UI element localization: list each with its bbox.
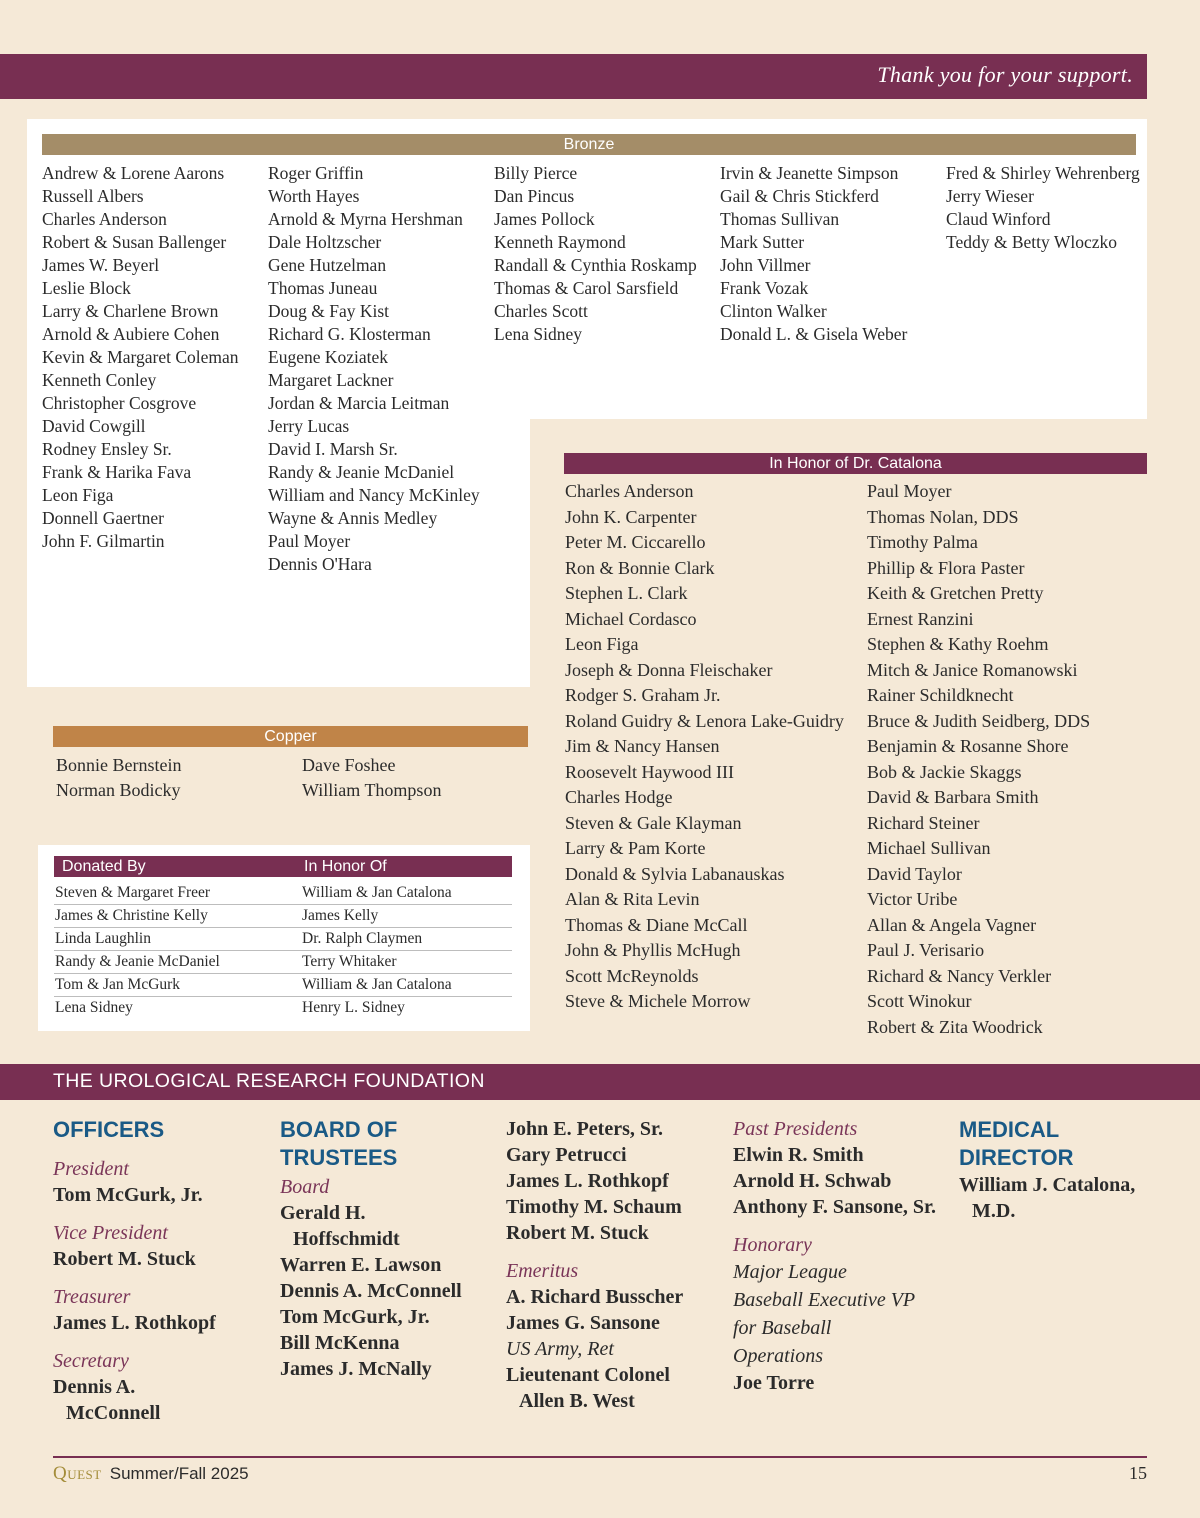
copper-column-1 — [56, 753, 286, 803]
honorary-label: Honorary — [733, 1234, 812, 1256]
name-entry: Charles Anderson — [42, 209, 167, 229]
donor-name: Linda Laughlin — [55, 930, 151, 947]
name-entry: Rodger S. Graham Jr. — [565, 685, 721, 705]
person-name: Major League — [733, 1261, 847, 1283]
name-entry: Dan Pincus — [494, 186, 575, 206]
person-name: for Baseball — [733, 1317, 832, 1339]
honorary-note — [733, 1258, 948, 1370]
table-row — [54, 928, 512, 951]
name-entry: Steve & Michele Morrow — [565, 991, 751, 1011]
person-name: Arnold H. Schwab — [733, 1170, 892, 1192]
name-entry: David Cowgill — [42, 416, 146, 436]
treasurer-name: James L. Rothkopf — [53, 1312, 216, 1334]
name-entry: James W. Beyerl — [42, 255, 160, 275]
name-entry: John K. Carpenter — [565, 506, 697, 527]
name-entry: Benjamin & Rosanne Shore — [867, 736, 1069, 756]
name-entry: Richard & Nancy Verkler — [867, 965, 1052, 986]
name-entry: Larry & Charlene Brown — [42, 301, 219, 321]
medical-director-heading: MEDICAL DIRECTOR — [959, 1117, 1074, 1170]
person-name: James L. Rothkopf — [506, 1170, 669, 1192]
board-column — [280, 1116, 495, 1382]
name-entry: Donnell Gaertner — [42, 508, 164, 528]
person-name: James G. Sansone — [506, 1312, 660, 1334]
emeritus-last: Lieutenant Colonel Allen B. West — [506, 1364, 670, 1412]
name-entry: Rodney Ensley Sr. — [42, 439, 172, 459]
table-row — [54, 997, 512, 1019]
name-entry: Michael Cordasco — [565, 608, 697, 629]
name-entry: Donald & Sylvia Labanauskas — [565, 863, 785, 884]
page-number: 15 — [1129, 1463, 1147, 1483]
name-entry: Stephen L. Clark — [565, 583, 688, 603]
president-label: President — [53, 1158, 129, 1180]
name-entry: Gail & Chris Stickferd — [720, 186, 879, 206]
table-row — [54, 974, 512, 997]
name-entry: Steven & Gale Klayman — [565, 812, 742, 833]
name-entry: Thomas Juneau — [268, 278, 378, 298]
name-entry: Billy Pierce — [494, 163, 578, 183]
donor-name: Randy & Jeanie McDaniel — [55, 953, 220, 970]
in-honor-of-header: In Honor Of — [304, 858, 387, 875]
name-entry: Jerry Wieser — [946, 186, 1034, 206]
bronze-column-5 — [946, 162, 1146, 254]
name-entry: Christopher Cosgrove — [42, 393, 197, 413]
thank-you-tagline: Thank you for your support. — [877, 62, 1133, 87]
name-entry: Arnold & Aubiere Cohen — [42, 324, 220, 344]
secretary-label: Secretary — [53, 1350, 129, 1372]
honor-column-2 — [867, 479, 1147, 1040]
name-entry: Victor Uribe — [867, 889, 958, 909]
name-entry: Robert & Zita Woodrick — [867, 1016, 1043, 1037]
name-entry: John Villmer — [720, 255, 811, 275]
donor-name: Lena Sidney — [55, 999, 133, 1016]
name-entry: Thomas Nolan, DDS — [867, 506, 1019, 527]
table-row — [54, 951, 512, 974]
name-entry: Dale Holtzscher — [268, 232, 382, 252]
name-entry: Irvin & Jeanette Simpson — [720, 163, 899, 183]
bronze-column-3 — [494, 162, 709, 346]
name-entry: Rainer Schildknecht — [867, 685, 1014, 705]
name-entry: Robert & Susan Ballenger — [42, 232, 227, 252]
name-entry: Scott McReynolds — [565, 965, 699, 986]
emeritus-list — [506, 1284, 721, 1336]
honorary-name: Joe Torre — [733, 1372, 815, 1394]
name-entry: Roland Guidry & Lenora Lake-Guidry — [565, 710, 844, 731]
footer-publication — [53, 1463, 249, 1485]
name-entry: Frank Vozak — [720, 278, 809, 298]
name-entry: Bob & Jackie Skaggs — [867, 761, 1022, 782]
person-name: Elwin R. Smith — [733, 1144, 864, 1166]
name-entry: Fred & Shirley Wehrenberg — [946, 163, 1140, 183]
bronze-heading: Bronze — [42, 134, 1136, 155]
name-entry: Charles Scott — [494, 301, 588, 321]
past-presidents-list — [733, 1142, 948, 1220]
name-entry: Thomas & Diane McCall — [565, 914, 748, 935]
honor-heading: In Honor of Dr. Catalona — [564, 453, 1147, 474]
person-name: Warren E. Lawson — [280, 1254, 442, 1276]
honoree-name: William & Jan Catalona — [302, 976, 452, 993]
person-name: Operations — [733, 1345, 823, 1367]
name-entry: David I. Marsh Sr. — [268, 439, 398, 459]
name-entry: Timothy Palma — [867, 532, 978, 552]
person-name: Robert M. Stuck — [506, 1222, 649, 1244]
name-entry: Kenneth Conley — [42, 370, 157, 390]
name-entry: Joseph & Donna Fleischaker — [565, 659, 773, 680]
past-presidents-label: Past Presidents — [733, 1118, 858, 1140]
honor-column-1 — [565, 479, 850, 1015]
name-entry: Bonnie Bernstein — [56, 755, 182, 775]
officers-column — [53, 1116, 268, 1426]
copper-column-2 — [302, 753, 522, 803]
name-entry: Kenneth Raymond — [494, 232, 626, 252]
name-entry: Scott Winokur — [867, 991, 972, 1011]
officers-heading: OFFICERS — [53, 1117, 165, 1142]
name-entry: Charles Anderson — [565, 481, 694, 501]
honoree-name: James Kelly — [302, 907, 379, 924]
person-name: Timothy M. Schaum — [506, 1196, 682, 1218]
emeritus-label: Emeritus — [506, 1260, 579, 1282]
name-entry: Norman Bodicky — [56, 780, 181, 800]
vice-president-name: Robert M. Stuck — [53, 1248, 196, 1270]
person-name: Gerald H. Hoffschmidt — [280, 1202, 400, 1250]
name-entry: Ron & Bonnie Clark — [565, 557, 715, 578]
name-entry: David & Barbara Smith — [867, 787, 1039, 807]
name-entry: Michael Sullivan — [867, 838, 991, 858]
name-entry: Jordan & Marcia Leitman — [268, 393, 450, 413]
name-entry: Clinton Walker — [720, 301, 827, 321]
person-name: Dennis A. McConnell — [280, 1280, 462, 1302]
name-entry: William Thompson — [302, 780, 442, 800]
donor-name: Tom & Jan McGurk — [55, 976, 181, 993]
board-label: Board — [280, 1176, 330, 1198]
name-entry: Ernest Ranzini — [867, 608, 974, 629]
person-name: Tom McGurk, Jr. — [280, 1306, 430, 1328]
medical-director-column — [959, 1116, 1149, 1224]
footer-rule — [53, 1456, 1147, 1458]
name-entry: Paul Moyer — [268, 531, 351, 551]
name-entry: Peter M. Ciccarello — [565, 532, 706, 552]
name-entry: Richard Steiner — [867, 812, 980, 833]
honoree-name: Terry Whitaker — [302, 953, 397, 970]
name-entry: Dennis O'Hara — [268, 554, 372, 574]
name-entry: Thomas Sullivan — [720, 209, 840, 229]
name-entry: Leon Figa — [565, 634, 639, 654]
name-entry: Paul J. Verisario — [867, 940, 985, 960]
foundation-title: THE UROLOGICAL RESEARCH FOUNDATION — [53, 1070, 485, 1092]
name-entry: Roosevelt Haywood III — [565, 761, 734, 782]
name-entry: Randy & Jeanie McDaniel — [268, 462, 455, 482]
medical-director-name: William J. Catalona, M.D. — [959, 1174, 1136, 1222]
name-entry: Bruce & Judith Seidberg, DDS — [867, 710, 1091, 731]
name-entry: Jerry Lucas — [268, 416, 350, 436]
vice-president-label: Vice President — [53, 1222, 168, 1244]
donated-by-header: Donated By — [62, 858, 146, 875]
name-entry: Eugene Koziatek — [268, 347, 389, 367]
name-entry: John & Phyllis McHugh — [565, 940, 741, 960]
person-name: Baseball Executive VP — [733, 1289, 916, 1311]
name-entry: Randall & Cynthia Roskamp — [494, 255, 697, 275]
name-entry: Russell Albers — [42, 186, 144, 206]
donor-name: Steven & Margaret Freer — [55, 884, 211, 901]
past-presidents-column — [733, 1116, 948, 1396]
person-name: Gary Petrucci — [506, 1144, 627, 1166]
issue-label: Summer/Fall 2025 — [109, 1464, 249, 1483]
name-entry: Richard G. Klosterman — [268, 324, 431, 344]
name-entry: Kevin & Margaret Coleman — [42, 347, 239, 367]
board-heading: BOARD OF TRUSTEES — [280, 1117, 398, 1170]
name-entry: Phillip & Flora Paster — [867, 557, 1025, 578]
name-entry: Teddy & Betty Wloczko — [946, 232, 1117, 252]
secretary-name: Dennis A. McConnell — [53, 1376, 161, 1424]
name-entry: Donald L. & Gisela Weber — [720, 324, 908, 344]
name-entry: Margaret Lackner — [268, 370, 394, 390]
table-row — [54, 882, 512, 905]
name-entry: Gene Hutzelman — [268, 255, 387, 275]
person-name: James J. McNally — [280, 1358, 432, 1380]
honoree-name: Dr. Ralph Claymen — [302, 930, 423, 947]
name-entry: Mitch & Janice Romanowski — [867, 659, 1078, 680]
name-entry: Stephen & Kathy Roehm — [867, 634, 1049, 654]
name-entry: Arnold & Myrna Hershman — [268, 209, 463, 229]
name-entry: Frank & Harika Fava — [42, 462, 192, 482]
honoree-name: William & Jan Catalona — [302, 884, 452, 901]
donations-table-header — [54, 856, 512, 877]
name-entry: Leon Figa — [42, 485, 114, 505]
name-entry: Wayne & Annis Medley — [268, 508, 438, 528]
name-entry: Andrew & Lorene Aarons — [42, 163, 225, 183]
person-name: A. Richard Busscher — [506, 1286, 684, 1308]
name-entry: Leslie Block — [42, 278, 131, 298]
top-banner — [0, 54, 1147, 99]
name-entry: Lena Sidney — [494, 324, 582, 344]
bronze-column-2 — [268, 162, 483, 576]
name-entry: Jim & Nancy Hansen — [565, 736, 720, 756]
name-entry: Larry & Pam Korte — [565, 838, 706, 858]
donor-name: James & Christine Kelly — [55, 907, 208, 924]
name-entry: Roger Griffin — [268, 163, 364, 183]
name-entry: John F. Gilmartin — [42, 531, 165, 551]
treasurer-label: Treasurer — [53, 1286, 131, 1308]
honoree-name: Henry L. Sidney — [302, 999, 405, 1016]
name-entry: Worth Hayes — [268, 186, 360, 206]
president-name: Tom McGurk, Jr. — [53, 1184, 203, 1206]
name-entry: Paul Moyer — [867, 481, 952, 501]
name-entry: Dave Foshee — [302, 755, 396, 775]
person-name: Bill McKenna — [280, 1332, 400, 1354]
name-entry: Claud Winford — [946, 209, 1051, 229]
bronze-column-1 — [42, 162, 257, 553]
name-entry: Keith & Gretchen Pretty — [867, 583, 1044, 603]
publication-name: Quest — [53, 1463, 102, 1484]
person-name: John E. Peters, Sr. — [506, 1118, 664, 1140]
foundation-banner — [0, 1064, 1200, 1100]
board-members-continued — [506, 1116, 721, 1246]
board-continued-column — [506, 1116, 721, 1414]
bronze-column-4 — [720, 162, 935, 346]
name-entry: Thomas & Carol Sarsfield — [494, 278, 679, 298]
name-entry: David Taylor — [867, 863, 962, 884]
person-name: Anthony F. Sansone, Sr. — [733, 1196, 937, 1218]
name-entry: Mark Sutter — [720, 232, 805, 252]
name-entry: Alan & Rita Levin — [565, 889, 700, 909]
copper-heading: Copper — [53, 726, 528, 747]
board-members-list — [280, 1200, 495, 1382]
name-entry: Allan & Angela Vagner — [867, 914, 1037, 935]
table-row — [54, 905, 512, 928]
name-entry: James Pollock — [494, 209, 595, 229]
name-entry: Charles Hodge — [565, 787, 673, 807]
name-entry: Doug & Fay Kist — [268, 301, 390, 321]
emeritus-note: US Army, Ret — [506, 1338, 614, 1360]
name-entry: William and Nancy McKinley — [268, 485, 480, 505]
